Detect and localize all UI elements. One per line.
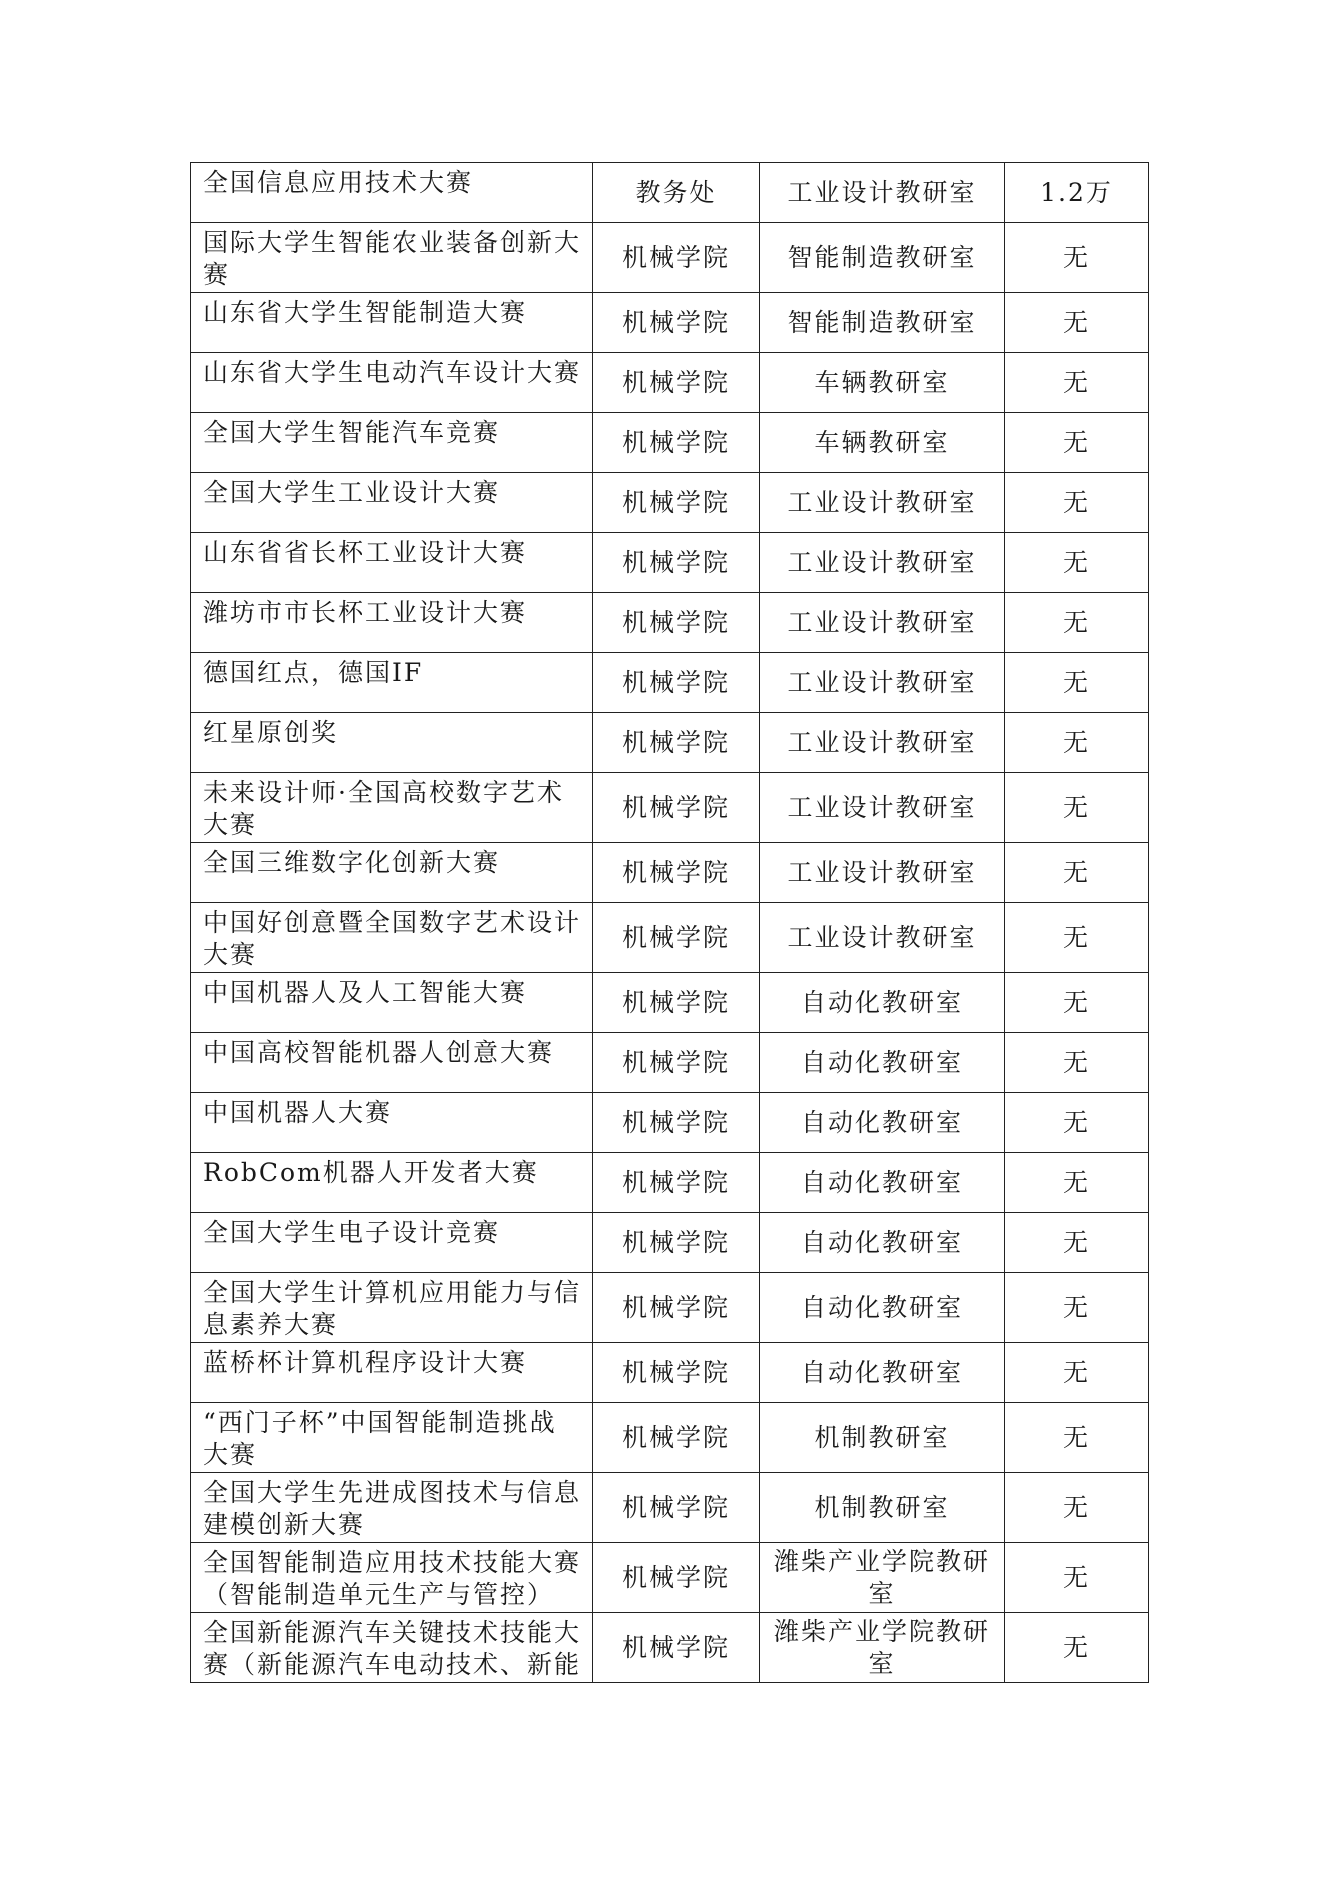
funding-cell: 无 bbox=[1005, 773, 1149, 843]
organizer-cell: 机械学院 bbox=[593, 1093, 760, 1153]
table-row bbox=[191, 1213, 1149, 1273]
table-row bbox=[191, 293, 1149, 353]
competition-name-cell: 全国大学生工业设计大赛 bbox=[191, 473, 593, 533]
funding-cell: 无 bbox=[1005, 1213, 1149, 1273]
competition-name-cell: 未来设计师·全国高校数字艺术大赛 bbox=[191, 773, 593, 843]
funding-cell: 无 bbox=[1005, 223, 1149, 293]
office-cell: 智能制造教研室 bbox=[760, 293, 1005, 353]
competition-name-cell: 中国机器人及人工智能大赛 bbox=[191, 973, 593, 1033]
table-row bbox=[191, 653, 1149, 713]
competition-name-cell: 全国三维数字化创新大赛 bbox=[191, 843, 593, 903]
competition-name-cell: 全国大学生电子设计竞赛 bbox=[191, 1213, 593, 1273]
organizer-cell: 教务处 bbox=[593, 163, 760, 223]
organizer-cell: 机械学院 bbox=[593, 773, 760, 843]
competition-name-cell: 全国大学生先进成图技术与信息建模创新大赛 bbox=[191, 1473, 593, 1543]
office-cell: 工业设计教研室 bbox=[760, 903, 1005, 973]
table-row bbox=[191, 713, 1149, 773]
office-cell: 车辆教研室 bbox=[760, 413, 1005, 473]
office-cell: 工业设计教研室 bbox=[760, 713, 1005, 773]
competition-table bbox=[190, 162, 1149, 1683]
organizer-cell: 机械学院 bbox=[593, 903, 760, 973]
competition-table-body bbox=[191, 163, 1149, 1683]
organizer-cell: 机械学院 bbox=[593, 1343, 760, 1403]
organizer-cell: 机械学院 bbox=[593, 593, 760, 653]
office-cell: 自动化教研室 bbox=[760, 1343, 1005, 1403]
office-cell: 机制教研室 bbox=[760, 1473, 1005, 1543]
funding-cell: 无 bbox=[1005, 1153, 1149, 1213]
office-cell: 自动化教研室 bbox=[760, 1033, 1005, 1093]
competition-name-cell: RobCom机器人开发者大赛 bbox=[191, 1153, 593, 1213]
office-cell: 自动化教研室 bbox=[760, 973, 1005, 1033]
competition-name-cell: 中国高校智能机器人创意大赛 bbox=[191, 1033, 593, 1093]
table-row bbox=[191, 1403, 1149, 1473]
funding-cell: 无 bbox=[1005, 903, 1149, 973]
organizer-cell: 机械学院 bbox=[593, 533, 760, 593]
office-cell: 自动化教研室 bbox=[760, 1153, 1005, 1213]
organizer-cell: 机械学院 bbox=[593, 1153, 760, 1213]
table-row bbox=[191, 1093, 1149, 1153]
funding-cell: 无 bbox=[1005, 1473, 1149, 1543]
table-row bbox=[191, 1543, 1149, 1613]
funding-cell: 无 bbox=[1005, 713, 1149, 773]
funding-cell: 无 bbox=[1005, 1403, 1149, 1473]
competition-name-cell: 全国智能制造应用技术技能大赛（智能制造单元生产与管控） bbox=[191, 1543, 593, 1613]
competition-name-cell: 中国机器人大赛 bbox=[191, 1093, 593, 1153]
table-row bbox=[191, 473, 1149, 533]
table-row bbox=[191, 973, 1149, 1033]
organizer-cell: 机械学院 bbox=[593, 1403, 760, 1473]
office-cell: 工业设计教研室 bbox=[760, 473, 1005, 533]
office-cell: 潍柴产业学院教研室 bbox=[760, 1613, 1005, 1683]
competition-name-cell: 潍坊市市长杯工业设计大赛 bbox=[191, 593, 593, 653]
funding-cell: 无 bbox=[1005, 1543, 1149, 1613]
organizer-cell: 机械学院 bbox=[593, 1473, 760, 1543]
competition-name-cell: 全国信息应用技术大赛 bbox=[191, 163, 593, 223]
office-cell: 自动化教研室 bbox=[760, 1093, 1005, 1153]
funding-cell: 无 bbox=[1005, 1613, 1149, 1683]
organizer-cell: 机械学院 bbox=[593, 293, 760, 353]
table-row bbox=[191, 1273, 1149, 1343]
office-cell: 工业设计教研室 bbox=[760, 533, 1005, 593]
office-cell: 工业设计教研室 bbox=[760, 653, 1005, 713]
organizer-cell: 机械学院 bbox=[593, 1543, 760, 1613]
office-cell: 车辆教研室 bbox=[760, 353, 1005, 413]
funding-cell: 无 bbox=[1005, 653, 1149, 713]
office-cell: 潍柴产业学院教研室 bbox=[760, 1543, 1005, 1613]
organizer-cell: 机械学院 bbox=[593, 843, 760, 903]
competition-name-cell: 山东省大学生电动汽车设计大赛 bbox=[191, 353, 593, 413]
organizer-cell: 机械学院 bbox=[593, 1613, 760, 1683]
competition-name-cell: 全国新能源汽车关键技术技能大赛（新能源汽车电动技术、新能 bbox=[191, 1613, 593, 1683]
funding-cell: 无 bbox=[1005, 473, 1149, 533]
organizer-cell: 机械学院 bbox=[593, 713, 760, 773]
competition-name-cell: 蓝桥杯计算机程序设计大赛 bbox=[191, 1343, 593, 1403]
organizer-cell: 机械学院 bbox=[593, 653, 760, 713]
office-cell: 自动化教研室 bbox=[760, 1273, 1005, 1343]
funding-cell: 无 bbox=[1005, 293, 1149, 353]
funding-cell: 无 bbox=[1005, 1273, 1149, 1343]
organizer-cell: 机械学院 bbox=[593, 1033, 760, 1093]
office-cell: 智能制造教研室 bbox=[760, 223, 1005, 293]
funding-cell: 无 bbox=[1005, 593, 1149, 653]
funding-cell: 1.2万 bbox=[1005, 163, 1149, 223]
table-row bbox=[191, 163, 1149, 223]
funding-cell: 无 bbox=[1005, 973, 1149, 1033]
organizer-cell: 机械学院 bbox=[593, 353, 760, 413]
organizer-cell: 机械学院 bbox=[593, 223, 760, 293]
competition-name-cell: 全国大学生智能汽车竞赛 bbox=[191, 413, 593, 473]
table-row bbox=[191, 223, 1149, 293]
funding-cell: 无 bbox=[1005, 1093, 1149, 1153]
funding-cell: 无 bbox=[1005, 1343, 1149, 1403]
organizer-cell: 机械学院 bbox=[593, 1213, 760, 1273]
organizer-cell: 机械学院 bbox=[593, 973, 760, 1033]
office-cell: 机制教研室 bbox=[760, 1403, 1005, 1473]
office-cell: 工业设计教研室 bbox=[760, 773, 1005, 843]
funding-cell: 无 bbox=[1005, 843, 1149, 903]
table-row bbox=[191, 593, 1149, 653]
office-cell: 工业设计教研室 bbox=[760, 843, 1005, 903]
organizer-cell: 机械学院 bbox=[593, 1273, 760, 1343]
competition-name-cell: 全国大学生计算机应用能力与信息素养大赛 bbox=[191, 1273, 593, 1343]
competition-name-cell: “西门子杯”中国智能制造挑战大赛 bbox=[191, 1403, 593, 1473]
competition-name-cell: 山东省省长杯工业设计大赛 bbox=[191, 533, 593, 593]
table-row bbox=[191, 1153, 1149, 1213]
table-row bbox=[191, 1473, 1149, 1543]
table-row bbox=[191, 1613, 1149, 1683]
competition-name-cell: 山东省大学生智能制造大赛 bbox=[191, 293, 593, 353]
table-row bbox=[191, 843, 1149, 903]
competition-name-cell: 德国红点，德国IF bbox=[191, 653, 593, 713]
funding-cell: 无 bbox=[1005, 413, 1149, 473]
organizer-cell: 机械学院 bbox=[593, 413, 760, 473]
office-cell: 工业设计教研室 bbox=[760, 593, 1005, 653]
funding-cell: 无 bbox=[1005, 533, 1149, 593]
table-row bbox=[191, 533, 1149, 593]
table-row bbox=[191, 903, 1149, 973]
competition-name-cell: 国际大学生智能农业装备创新大赛 bbox=[191, 223, 593, 293]
office-cell: 工业设计教研室 bbox=[760, 163, 1005, 223]
funding-cell: 无 bbox=[1005, 353, 1149, 413]
office-cell: 自动化教研室 bbox=[760, 1213, 1005, 1273]
table-row bbox=[191, 1343, 1149, 1403]
funding-cell: 无 bbox=[1005, 1033, 1149, 1093]
table-row bbox=[191, 773, 1149, 843]
table-row bbox=[191, 1033, 1149, 1093]
organizer-cell: 机械学院 bbox=[593, 473, 760, 533]
competition-name-cell: 红星原创奖 bbox=[191, 713, 593, 773]
table-row bbox=[191, 353, 1149, 413]
competition-name-cell: 中国好创意暨全国数字艺术设计大赛 bbox=[191, 903, 593, 973]
table-row bbox=[191, 413, 1149, 473]
